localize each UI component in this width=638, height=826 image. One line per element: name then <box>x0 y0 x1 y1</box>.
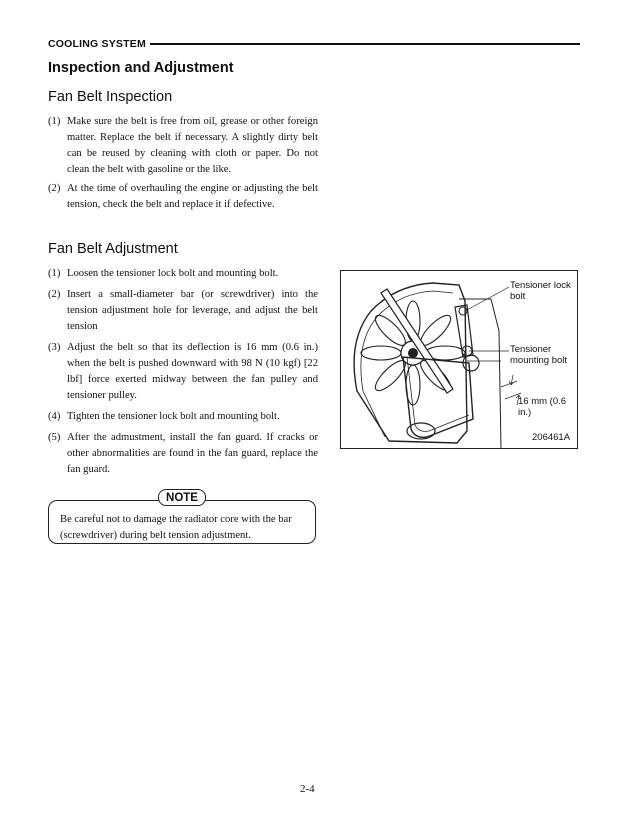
fan-belt-inspection-heading: Fan Belt Inspection <box>48 89 173 105</box>
step-text: Adjust the belt so that its deflection is 16 mm (0.6 in.) when the belt is pushed downward with 98 N (10 kgf) [22 lbf] force exerted midway between the fan pulley and tensioner pulley. <box>67 342 318 401</box>
fan-belt-adjustment-heading: Fan Belt Adjustment <box>48 241 178 257</box>
step-number: (3) <box>48 342 61 353</box>
page-header <box>48 38 580 52</box>
step-number: (1) <box>48 268 61 279</box>
page-number: 2-4 <box>300 783 315 795</box>
page-title: Inspection and Adjustment <box>48 60 234 76</box>
step-number: (2) <box>48 289 61 300</box>
list-item <box>48 181 318 213</box>
step-text: At the time of overhauling the engine or adjusting the belt tension, check the belt and replace it if defective. <box>67 183 318 210</box>
header-rule <box>150 43 580 45</box>
step-text: Insert a small-diameter bar (or screwdriver) into the tension adjustment hole for leverage, and adjust the belt tension <box>67 289 318 332</box>
step-text: After the admustment, install the fan guard. If cracks or other abnormalities are found in the fan guard, replace the fan guard. <box>67 432 318 475</box>
step-number: (5) <box>48 432 61 443</box>
tensioner-mounting-bolt-label: Tensioner mounting bolt <box>510 344 568 366</box>
note-text: Be careful not to damage the radiator core with the bar (screwdriver) during belt tension adjustment. <box>60 514 292 541</box>
inspection-steps <box>48 114 318 216</box>
step-text: Tighten the tensioner lock bolt and mounting bolt. <box>67 411 280 422</box>
tensioner-lock-bolt-label: Tensioner lock bolt <box>510 280 571 302</box>
list-item <box>48 266 318 282</box>
list-item <box>48 114 318 178</box>
step-text: Loosen the tensioner lock bolt and mounting bolt. <box>67 268 279 279</box>
section-title: COOLING SYSTEM <box>48 38 146 50</box>
fan-belt-figure <box>340 270 578 449</box>
list-item <box>48 287 318 335</box>
step-text: Make sure the belt is free from oil, grease or other foreign matter. Replace the belt if necessary. A slightly dirty belt can be reused by cleaning with cloth or paper. Do not clean the belt with gasoline or the like. <box>67 116 318 175</box>
list-item <box>48 430 318 478</box>
adjustment-steps <box>48 266 318 483</box>
step-number: (4) <box>48 411 61 422</box>
list-item <box>48 409 318 425</box>
deflection-label: 16 mm (0.6 in.) <box>518 396 567 418</box>
list-item <box>48 340 318 404</box>
step-number: (2) <box>48 183 61 194</box>
note-tag: NOTE <box>158 489 206 506</box>
figure-id: 206461A <box>532 432 571 443</box>
step-number: (1) <box>48 116 61 127</box>
